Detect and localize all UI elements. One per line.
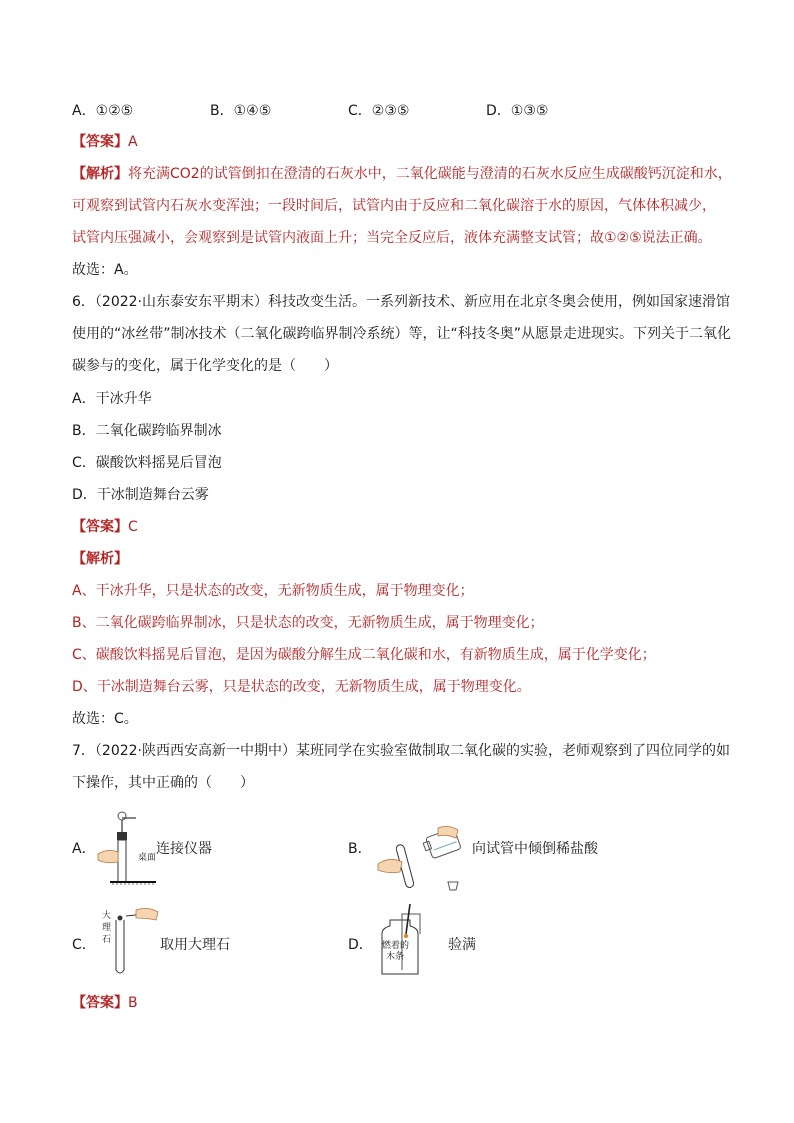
answer-value: C xyxy=(128,519,138,535)
q6-stem-line-1: 6．（2022·山东泰安东平期末）科技改变生活。一系列新技术、新应用在北京冬奥会使用，例如国家速滑馆 xyxy=(72,294,730,310)
q7-figure-c xyxy=(96,906,160,978)
q6-option-b: B．二氧化碳跨临界制冰 xyxy=(72,423,222,439)
q6-answer xyxy=(72,516,138,538)
q7-option-d-label: 验满 xyxy=(448,937,476,953)
q7-option-b-label: 向试管中倾倒稀盐酸 xyxy=(472,841,598,857)
answer-tag: 【答案】 xyxy=(72,134,128,150)
q7-option-a-label: 连接仪器 xyxy=(156,841,212,857)
q6-stem-line-2: 使用的“冰丝带”制冰技术（二氧化碳跨临界制冷系统）等，让“科技冬奥”从愿景走进现实。下列关于二氧化 xyxy=(72,326,732,342)
q7-option-d-letter: D． xyxy=(348,937,373,953)
q5-option-a: A．①②⑤ xyxy=(72,103,134,119)
q6-analysis-a: A、干冰升华，只是状态的改变，无新物质生成，属于物理变化； xyxy=(72,583,474,599)
q7-stem-line-2: 下操作，其中正确的（ ） xyxy=(72,775,254,791)
q5-analysis-line-2: 可观察到试管内石灰水变浑浊；一段时间后，试管内由于反应和二氧化碳溶于水的原因，气体体积减少， xyxy=(72,198,716,214)
q5-option-b: B．①④⑤ xyxy=(210,103,272,119)
q6-conclusion: 故选：C。 xyxy=(72,711,138,727)
answer-tag: 【答案】 xyxy=(72,519,128,535)
q6-stem-line-3: 碳参与的变化，属于化学变化的是（ ） xyxy=(72,358,338,374)
q5-analysis-line-3: 试管内压强减小，会观察到是试管内液面上升；当完全反应后，液体充满整支试管；故①②⑤说法正确。 xyxy=(72,230,712,246)
q6-analysis-c: C、碳酸饮料摇晃后冒泡，是因为碳酸分解生成二氧化碳和水，有新物质生成，属于化学变化； xyxy=(72,647,656,663)
q6-option-c: C．碳酸饮料摇晃后冒泡 xyxy=(72,455,222,471)
splint-label-2: 木条 xyxy=(386,952,405,962)
table-label: 桌面 xyxy=(138,853,157,863)
q5-conclusion: 故选：A。 xyxy=(72,262,138,278)
answer-value: B xyxy=(128,995,138,1011)
q7-option-b-letter: B． xyxy=(348,841,372,857)
q7-option-a-letter: A． xyxy=(72,841,96,857)
q7-answer xyxy=(72,992,138,1014)
q7-option-c-label: 取用大理石 xyxy=(160,937,230,953)
q7-option-c-letter: C． xyxy=(72,937,96,953)
q7-figure-b xyxy=(372,820,472,896)
q5-analysis-line-1 xyxy=(72,163,732,185)
q5-option-c: C．②③⑤ xyxy=(348,103,410,119)
q7-figure-d xyxy=(372,904,444,976)
splint-label-1: 燃着的 xyxy=(382,941,410,951)
q6-analysis-d: D、干冰制造舞台云雾，只是状态的改变，无新物质生成，属于物理变化。 xyxy=(72,679,531,695)
marble-label-1: 大 xyxy=(102,911,112,921)
q6-option-d: D．干冰制造舞台云雾 xyxy=(72,487,209,503)
q6-analysis-tag: 【解析】 xyxy=(72,551,128,567)
analysis-tag: 【解析】 xyxy=(72,166,128,182)
marble-label-3: 石 xyxy=(102,935,112,945)
q7-stem-line-1: 7．（2022·陕西西安高新一中期中）某班同学在实验室做制取二氧化碳的实验，老师观察到了四位同学的如 xyxy=(72,743,730,759)
q5-option-d: D．①③⑤ xyxy=(486,103,549,119)
answer-value: A xyxy=(128,134,138,150)
q5-answer xyxy=(72,131,138,153)
q7-figure-a xyxy=(96,806,160,888)
analysis-text: 将充满CO2的试管倒扣在澄清的石灰水中，二氧化碳能与澄清的石灰水反应生成碳酸钙沉淀和水， xyxy=(128,166,732,182)
answer-tag: 【答案】 xyxy=(72,995,128,1011)
q6-analysis-b: B、二氧化碳跨临界制冰，只是状态的改变，无新物质生成，属于物理变化； xyxy=(72,615,544,631)
q6-option-a: A．干冰升华 xyxy=(72,391,152,407)
marble-label-2: 理 xyxy=(102,923,112,933)
